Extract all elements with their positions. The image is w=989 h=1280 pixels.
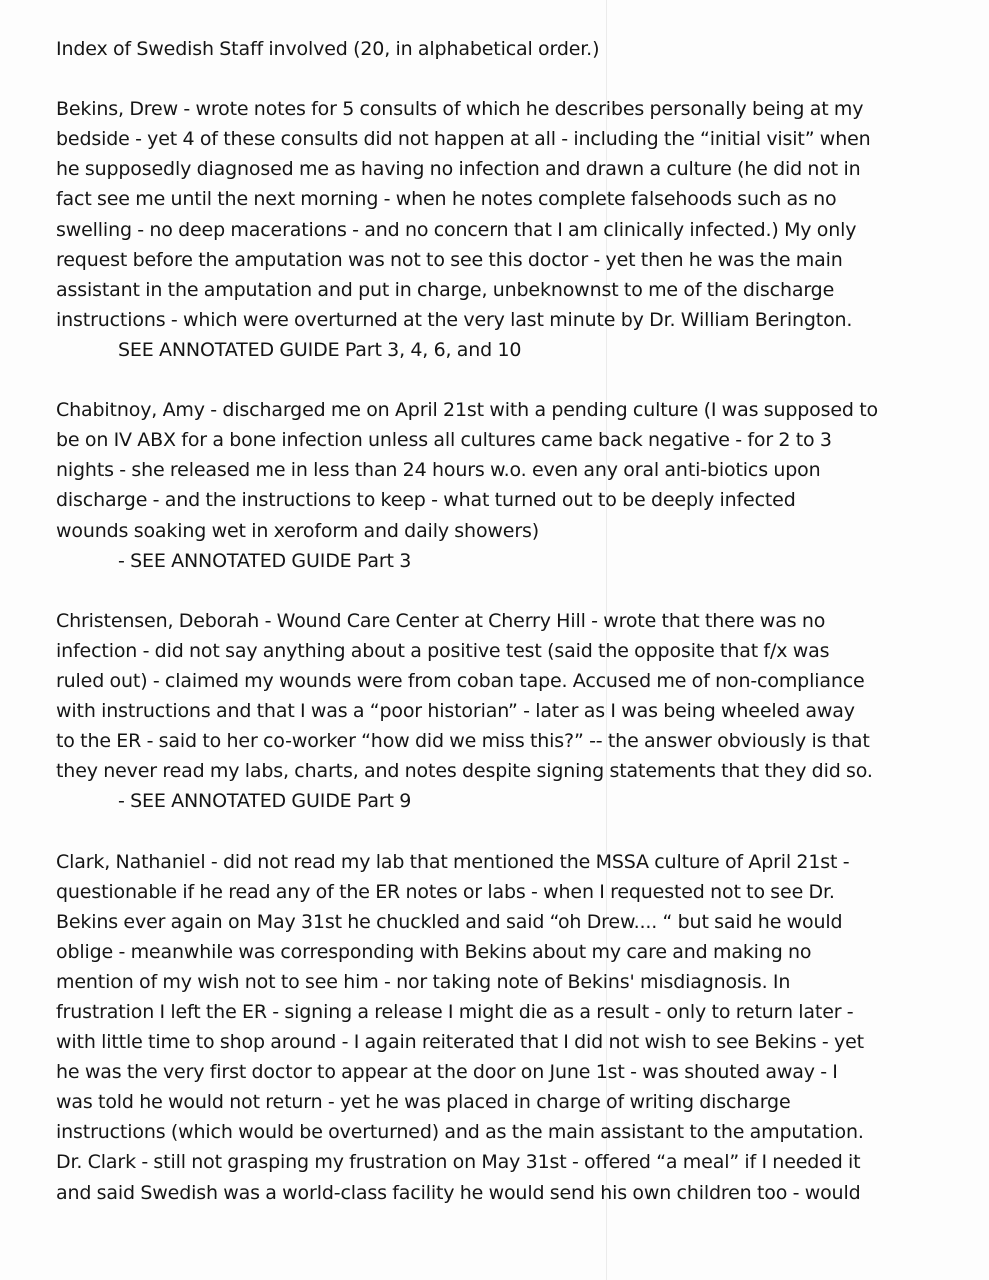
entry-line: Chabitnoy, Amy - discharged me on April 21st with a pending culture (I was supposed to: [56, 399, 879, 422]
guide-reference: - SEE ANNOTATED GUIDE Part 3: [118, 549, 412, 572]
entry-line: infection - did not say anything about a positive test (said the opposite that f/x was: [56, 639, 830, 662]
entry-line: Dr. Clark - still not grasping my frustration on May 31st - offered “a meal” if I needed it: [56, 1151, 861, 1174]
entry-line: to the ER - said to her co-worker “how did we miss this?” -- the answer obviously is that: [56, 730, 870, 753]
entry-line: fact see me until the next morning - when he notes complete falsehoods such as no: [56, 188, 837, 211]
entry-line: mention of my wish not to see him - nor taking note of Bekins' misdiagnosis. In: [56, 970, 791, 993]
entry-line: swelling - no deep macerations - and no concern that I am clinically infected.) My only: [56, 218, 857, 241]
guide-reference: SEE ANNOTATED GUIDE Part 3, 4, 6, and 10: [118, 338, 522, 361]
entry-line: instructions (which would be overturned) and as the main assistant to the amputation.: [56, 1121, 864, 1144]
staff-entry-clark: [56, 847, 956, 1208]
entry-line: he supposedly diagnosed me as having no infection and drawn a culture (he did not in: [56, 158, 861, 181]
guide-reference: - SEE ANNOTATED GUIDE Part 9: [118, 790, 412, 813]
document-body: [56, 34, 956, 1208]
entry-line: ruled out) - claimed my wounds were from coban tape. Accused me of non-compliance: [56, 669, 865, 692]
staff-entry-christensen: [56, 606, 956, 817]
entry-line: request before the amputation was not to see this doctor - yet then he was the main: [56, 248, 843, 271]
entry-line: they never read my labs, charts, and notes despite signing statements that they did so.: [56, 760, 873, 783]
entry-line: Christensen, Deborah - Wound Care Center at Cherry Hill - wrote that there was no: [56, 609, 826, 632]
entry-line: Clark, Nathaniel - did not read my lab that mentioned the MSSA culture of April 21st -: [56, 850, 850, 873]
entry-line: he was the very first doctor to appear at the door on June 1st - was shouted away - I: [56, 1061, 838, 1084]
entry-line: with little time to shop around - I again reiterated that I did not wish to see Bekins - yet: [56, 1031, 864, 1054]
entry-line: discharge - and the instructions to keep - what turned out to be deeply infected: [56, 489, 796, 512]
entry-line: assistant in the amputation and put in charge, unbeknownst to me of the discharge: [56, 278, 835, 301]
entry-line: nights - she released me in less than 24 hours w.o. even any oral anti-biotics upon: [56, 459, 821, 482]
entry-line: instructions - which were overturned at the very last minute by Dr. William Berington.: [56, 308, 853, 331]
staff-entry-chabitnoy: [56, 395, 956, 576]
entry-line: Bekins, Drew - wrote notes for 5 consults of which he describes personally being at my: [56, 98, 864, 121]
entry-line: oblige - meanwhile was corresponding with Bekins about my care and making no: [56, 940, 812, 963]
entry-line: questionable if he read any of the ER notes or labs - when I requested not to see Dr.: [56, 880, 835, 903]
entry-line: and said Swedish was a world-class facility he would send his own children too - would: [56, 1181, 861, 1204]
entry-line: frustration I left the ER - signing a release I might die as a result - only to return later -: [56, 1001, 854, 1023]
document-title: Index of Swedish Staff involved (20, in alphabetical order.): [56, 38, 600, 60]
entry-line: wounds soaking wet in xeroform and daily showers): [56, 519, 540, 542]
entry-line: was told he would not return - yet he was placed in charge of writing discharge: [56, 1091, 791, 1114]
staff-entry-bekins: [56, 94, 956, 365]
entry-line: with instructions and that I was a “poor historian” - later as I was being wheeled away: [56, 700, 855, 723]
entry-line: Bekins ever again on May 31st he chuckled and said “oh Drew.... “ but said he would: [56, 910, 843, 933]
entry-line: bedside - yet 4 of these consults did not happen at all - including the “initial visit” when: [56, 128, 871, 151]
entry-line: be on IV ABX for a bone infection unless all cultures came back negative - for 2 to 3: [56, 429, 832, 452]
